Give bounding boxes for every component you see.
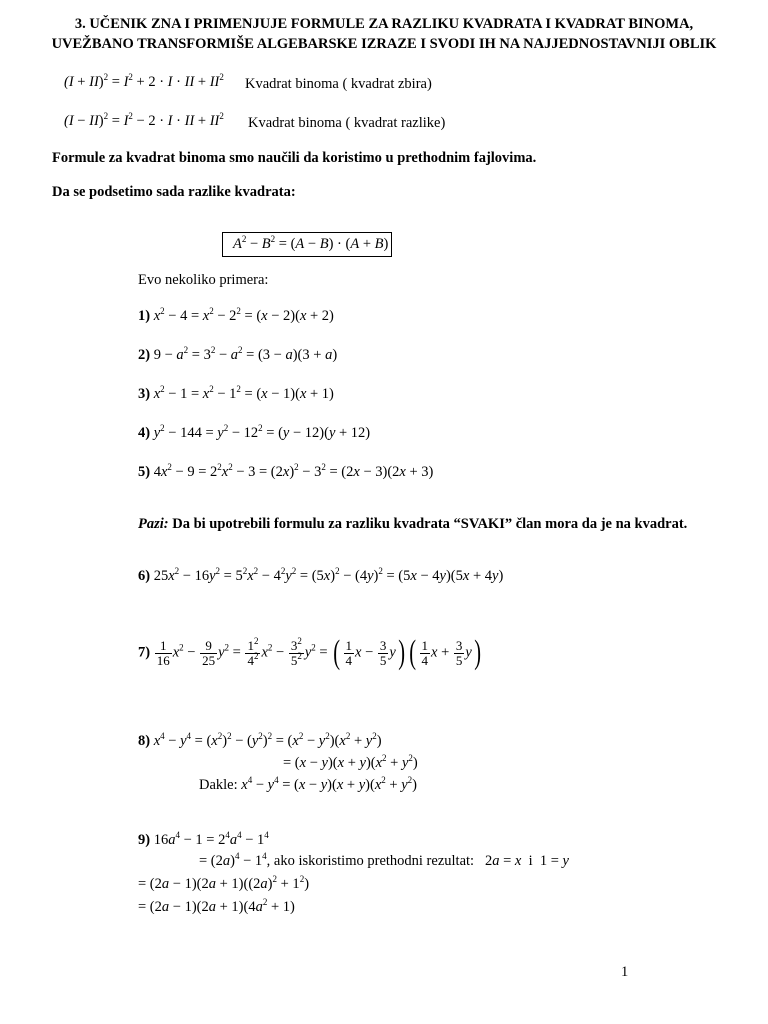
example-number: 3) xyxy=(138,386,151,402)
example-number: 8) xyxy=(138,733,151,749)
text-remind: Da se podsetimo sada razlike kvadrata: xyxy=(52,184,296,200)
example-number: 9) xyxy=(138,832,151,848)
example-number: 6) xyxy=(138,568,151,584)
page-number: 1 xyxy=(621,964,629,980)
example-9-line-4: = $(2a - 1)(2a + 1)(4a^2 + 1)$ xyxy=(138,897,295,915)
note-pazi xyxy=(138,516,687,533)
example-number: 5) xyxy=(138,464,151,480)
text-learned: Formule za kvadrat binoma smo naučili da koristimo u prethodnim fajlovima. xyxy=(52,150,537,166)
example-8-line-2: = $(x - y)(x + y)(x^2 + y^2)$ xyxy=(283,753,418,771)
title-line-2: UVEŽBANO TRANSFORMIŠE ALGEBARSKE IZRAZE I SVODI IH NA NAJJEDNOSTAVNIJI OBLIK xyxy=(51,36,717,52)
example-7: 7) $\frac{1}{16}$ $x^2$ − $\frac{9}{25}$ $y^2$ = $\frac{1^2}{4^2}$ $x^2$ − $\frac{3^2}{5^2}$ $y^2$ = ( $\frac{1}{4}$ x − $\frac{3}{5}$ y) ( $\frac{1}{4}$ x + $\frac{3}{5}$ y) xyxy=(138,634,481,671)
dakle-label: Dakle: xyxy=(199,777,238,793)
example-number: 7) xyxy=(138,644,151,661)
note-pazi-text: Da bi upotrebili formulu za razliku kvadrata “SVAKI” član mora da je na kvadrat. xyxy=(168,516,688,532)
example-6: 6) $25x^2 - 16y^2 = 5^2x^2 - 4^2y^2 = (5x)^2 - (4y)^2 = (5x - 4y)(5x + 4y)$ xyxy=(138,566,504,584)
example-4: 4) $y^2 - 144 = y^2 - 12^2 = (y - 12)(y + 12)$ xyxy=(138,423,371,441)
example-number: 2) xyxy=(138,347,151,363)
text-examples-intro: Evo nekoliko primera: xyxy=(138,272,269,288)
example-8: 8) $x^4 - y^4 = (x^2)^2 - (y^2)^2 = (x^2 - y^2)(x^2 + y^2)$ xyxy=(138,731,382,749)
example-8-conclusion: Dakle: $x^4 - y^4 = (x - y)(x + y)(x^2 + y^2)$ xyxy=(199,775,417,793)
formula-sum-label: Kvadrat binoma ( kvadrat zbira) xyxy=(245,76,432,92)
formula-diff-label: Kvadrat binoma ( kvadrat razlike) xyxy=(248,115,446,131)
difference-of-squares-box: $A^2 - B^2 = (A - B) \cdot (A + B)$ xyxy=(222,232,392,257)
example-number: 4) xyxy=(138,425,151,441)
ako-text: , ako iskoristimo prethodni rezultat: xyxy=(266,853,475,869)
example-3: 3) $x^2 - 1 = x^2 - 1^2 = (x - 1)(x + 1)$ xyxy=(138,384,334,402)
example-9: 9) $16a^4 - 1 = 2^4a^4 - 1^4$ xyxy=(138,830,269,848)
i-word: i xyxy=(528,853,533,869)
example-number: 1) xyxy=(138,308,151,324)
example-9-line-3: = $(2a - 1)(2a + 1)((2a)^2 + 1^2)$ xyxy=(138,874,310,892)
example-5: 5) $4x^2 - 9 = 2^2x^2 - 3 = (2x)^2 - 3^2 = (2x - 3)(2x + 3)$ xyxy=(138,462,434,480)
formula-diff-square: $(I - II)^2 = I^2 - 2 \cdot I$ · II + $II^2$ xyxy=(64,111,224,129)
example-9-line-2: = $(2a)^4 - 1^4$, ako iskoristimo prethodni rezultat: 2a = x i 1 = y xyxy=(199,851,569,869)
formula-sum-square: $(I + II)^2 = I^2 + 2 \cdot I$ · II + $II^2$ xyxy=(64,72,224,90)
example-2: 2) $9 - a^2 = 3^2 - a^2 = (3 - a)(3 + a)$ xyxy=(138,345,338,363)
example-1: 1) $x^2 - 4 = x^2 - 2^2 = (x - 2)(x + 2)$ xyxy=(138,306,334,324)
note-pazi-label: Pazi: xyxy=(138,516,169,532)
title-line-1: 3. UČENIK ZNA I PRIMENJUJE FORMULE ZA RAZLIKU KVADRATA I KVADRAT BINOMA, xyxy=(74,16,694,32)
